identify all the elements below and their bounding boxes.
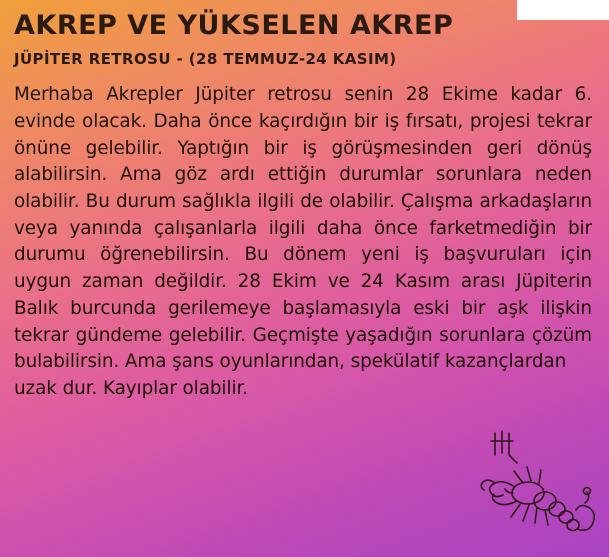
body-paragraph: Merhaba Akrepler Jüpiter retrosu senin 28 Ekime kadar 6. evinde olacak. Daha önce kaçırdığın bir iş fırsatı, projesi tekrar önüne gelebilir. Yaptığın bir iş görüşmesinden geri dönüş alabilirsin. Ama göz ardı ettiğin durumlar sorunlara neden olabilir. Bu durum sağlıkla ilgili de olabilir. Çalışma arkadaşların veya yanında çalışanlarla ilgili daha önce farketmediğin bir durumu öğrenebilirsin. Bu dönem yeni iş başvuruları için uygun zaman değildir. 28 Ekim ve 24 Kasım arası Jüpiterin Balık burcunda gerilemeye başlamasıyla eski bir aşk ilişkin tekrar gündeme gelebilir. Geçmişte yaşadığın sorunlara çözüm bulabilirsin. Ama şans oyunlarından, spekülatif kazançlardan	[14, 84, 592, 373]
horoscope-body-text	[14, 82, 592, 402]
page-title: AKREP VE YÜKSELEN AKREP	[14, 10, 454, 41]
body-last-line: uzak dur. Kayıplar olabilir.	[14, 377, 248, 399]
scorpion-icon	[473, 415, 603, 555]
page-subtitle: JÜPİTER RETROSU - (28 TEMMUZ-24 KASIM)	[14, 50, 397, 69]
